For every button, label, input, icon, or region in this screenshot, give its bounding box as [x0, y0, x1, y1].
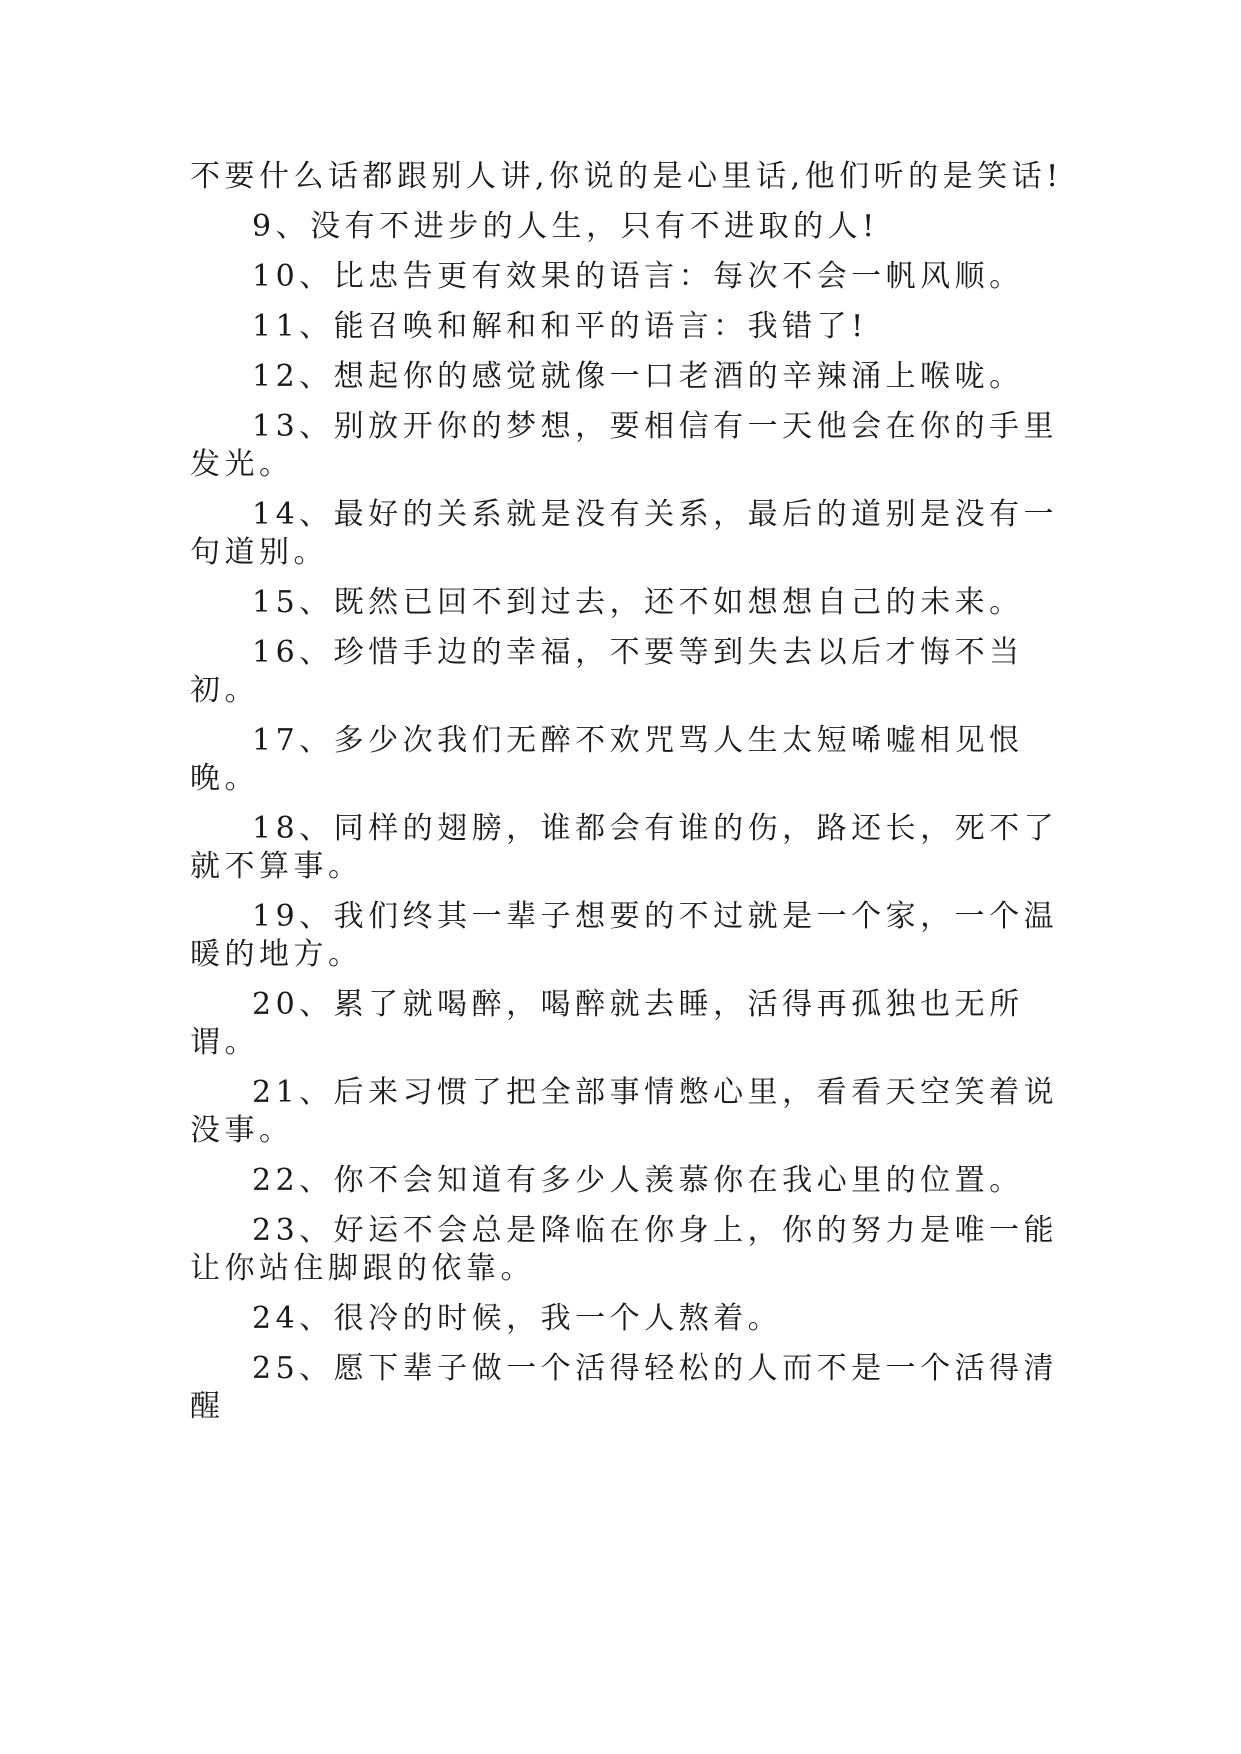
paragraph-item-20: 20、累了就喝醉，喝醉就去睡，活得再孤独也无所谓。 — [190, 987, 1024, 1060]
paragraph-item-13: 13、别放开你的梦想，要相信有一天他会在你的手里发光。 — [190, 409, 1059, 482]
paragraph-item-24: 24、很冷的时候，我一个人熬着。 — [252, 1301, 783, 1336]
paragraph-item-17: 17、多少次我们无醉不欢咒骂人生太短唏嘘相见恨晚。 — [190, 723, 1024, 796]
paragraph-item-11: 11、能召唤和解和和平的语言：我错了! — [252, 309, 868, 344]
paragraph-item-25: 25、愿下辈子做一个活得轻松的人而不是一个活得清醒 — [190, 1351, 1059, 1424]
paragraph-item-12: 12、想起你的感觉就像一口老酒的辛辣涌上喉咙。 — [252, 359, 1024, 394]
paragraph-item-15: 15、既然已回不到过去，还不如想想自己的未来。 — [252, 585, 1024, 620]
paragraph-item-14: 14、最好的关系就是没有关系，最后的道别是没有一句道别。 — [190, 497, 1059, 570]
paragraph-item-16: 16、珍惜手边的幸福，不要等到失去以后才悔不当初。 — [190, 635, 1024, 708]
document-body — [190, 158, 1070, 1438]
paragraph-continuation: 不要什么话都跟别人讲,你说的是心里话,他们听的是笑话! — [190, 159, 1063, 194]
paragraph-item-18: 18、同样的翅膀，谁都会有谁的伤，路还长，死不了就不算事。 — [190, 811, 1059, 884]
paragraph-item-9: 9、没有不进步的人生，只有不进取的人! — [252, 209, 879, 244]
paragraph-item-21: 21、后来习惯了把全部事情憋心里，看看天空笑着说没事。 — [190, 1075, 1059, 1148]
paragraph-item-10: 10、比忠告更有效果的语言：每次不会一帆风顺。 — [252, 259, 1024, 294]
paragraph-item-23: 23、好运不会总是降临在你身上，你的努力是唯一能让你站住脚跟的依靠。 — [190, 1213, 1059, 1286]
paragraph-item-22: 22、你不会知道有多少人羡慕你在我心里的位置。 — [252, 1163, 1024, 1198]
paragraph-item-19: 19、我们终其一辈子想要的不过就是一个家，一个温暖的地方。 — [190, 899, 1059, 972]
